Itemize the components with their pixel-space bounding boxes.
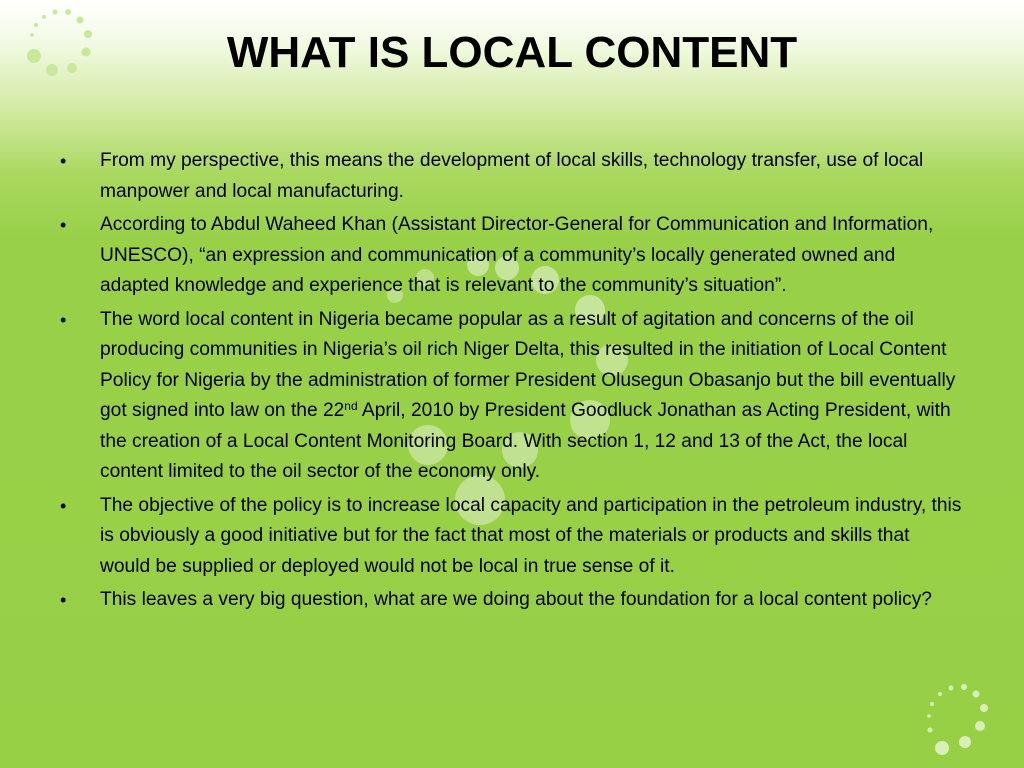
bullet-item	[58, 585, 963, 616]
bullet-text-after: April, 2010 by President Goodluck Jonathan as Acting President, with the creation of a Local Content Monitoring Board. With section 1, 12 and 13 of the Act, the local content limited to the oil sector of the economy only.	[100, 400, 951, 482]
ordinal-superscript: nd	[344, 399, 358, 413]
bullet-item	[58, 491, 963, 583]
bullet-icon: •	[60, 590, 67, 610]
bullet-icon: •	[60, 215, 67, 235]
bullet-text	[100, 309, 955, 483]
bullet-list	[58, 146, 963, 619]
bullet-text: This leaves a very big question, what are we doing about the foundation for a local content policy?	[100, 589, 932, 610]
bullet-text: From my perspective, this means the development of local skills, technology transfer, use of local manpower and local manufacturing.	[100, 150, 924, 202]
bullet-item	[58, 305, 963, 488]
bullet-icon: •	[60, 151, 67, 171]
bullet-text-before: The word local content in Nigeria became popular as a result of agitation and concerns of the oil producing communities in Nigeria’s oil rich Niger Delta, this resulted in the initiation of Local Content Policy for Nigeria by the administration of former President Olusegun Obasanjo but the bill eventually got signed into law on the 22	[100, 308, 956, 421]
bullet-icon: •	[60, 495, 67, 516]
bullet-text: According to Abdul Waheed Khan (Assistant Director-General for Communication and Information, UNESCO), “an expression and communication of a community’s locally generated owned and adapted knowledge and experience that is relevant to the community’s situation”.	[100, 214, 934, 296]
bottom-right-dot-ring	[927, 684, 988, 755]
bullet-item	[58, 146, 963, 207]
bullet-icon: •	[60, 309, 67, 330]
bullet-item	[58, 210, 963, 302]
bullet-text: The objective of the policy is to increase local capacity and participation in the petroleum industry, this is obviously a good initiative but for the fact that most of the materials or products and skills that would be supplied or deployed would not be local in true sense of it.	[100, 494, 962, 577]
slide-title: WHAT IS LOCAL CONTENT	[226, 28, 798, 77]
